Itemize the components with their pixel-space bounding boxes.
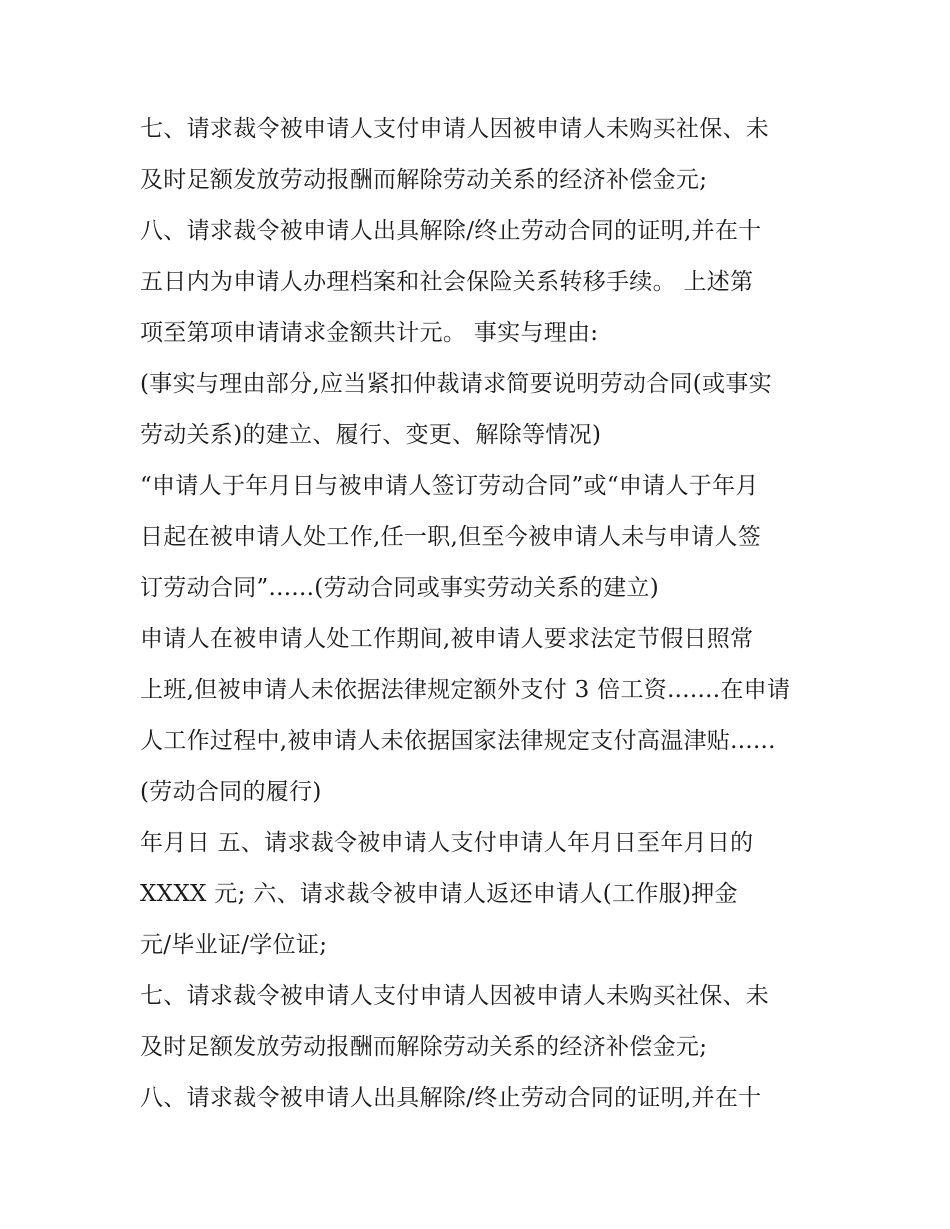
text-line: 五日内为申请人办理档案和社会保险关系转移手续。 上述第 — [140, 269, 754, 295]
text-line: 七、请求裁令被申请人支付申请人因被申请人未购买社保、未 — [140, 983, 770, 1009]
text-line: XXXX 元; 六、请求裁令被申请人返还申请人(工作服)押金 — [140, 881, 738, 907]
text-line: 及时足额发放劳动报酬而解除劳动关系的经济补偿金元; — [140, 1034, 708, 1060]
text-line: 八、请求裁令被申请人出具解除/终止劳动合同的证明,并在十 — [140, 1085, 762, 1111]
text-line: 劳动关系)的建立、履行、变更、解除等情况) — [140, 422, 602, 448]
document-body — [140, 104, 820, 1124]
text-line: 人工作过程中,被申请人未依据国家法律规定支付高温津贴...... — [140, 728, 776, 754]
text-line: (劳动合同的履行) — [140, 779, 322, 805]
text-line: “申请人于年月日与被申请人签订劳动合同”或“申请人于年月 — [140, 473, 759, 499]
text-line: 八、请求裁令被申请人出具解除/终止劳动合同的证明,并在十 — [140, 218, 762, 244]
text-line: (事实与理由部分,应当紧扣仲裁请求简要说明劳动合同(或事实 — [140, 371, 772, 397]
text-line: 日起在被申请人处工作,任一职,但至今被申请人未与申请人签 — [140, 524, 762, 550]
text-line: 申请人在被申请人处工作期间,被申请人要求法定节假日照常 — [140, 626, 754, 652]
text-line: 及时足额发放劳动报酬而解除劳动关系的经济补偿金元; — [140, 167, 708, 193]
text-line: 上班,但被申请人未依据法律规定额外支付 3 倍工资.......在申请 — [140, 677, 791, 703]
text-line: 七、请求裁令被申请人支付申请人因被申请人未购买社保、未 — [140, 116, 770, 142]
text-line: 项至第项申请请求金额共计元。 事实与理由: — [140, 320, 599, 346]
text-line: 元/毕业证/学位证; — [140, 932, 328, 958]
text-line: 订劳动合同”......(劳动合同或事实劳动关系的建立) — [140, 575, 659, 601]
text-line: 年月日 五、请求裁令被申请人支付申请人年月日至年月日的 — [140, 830, 754, 856]
